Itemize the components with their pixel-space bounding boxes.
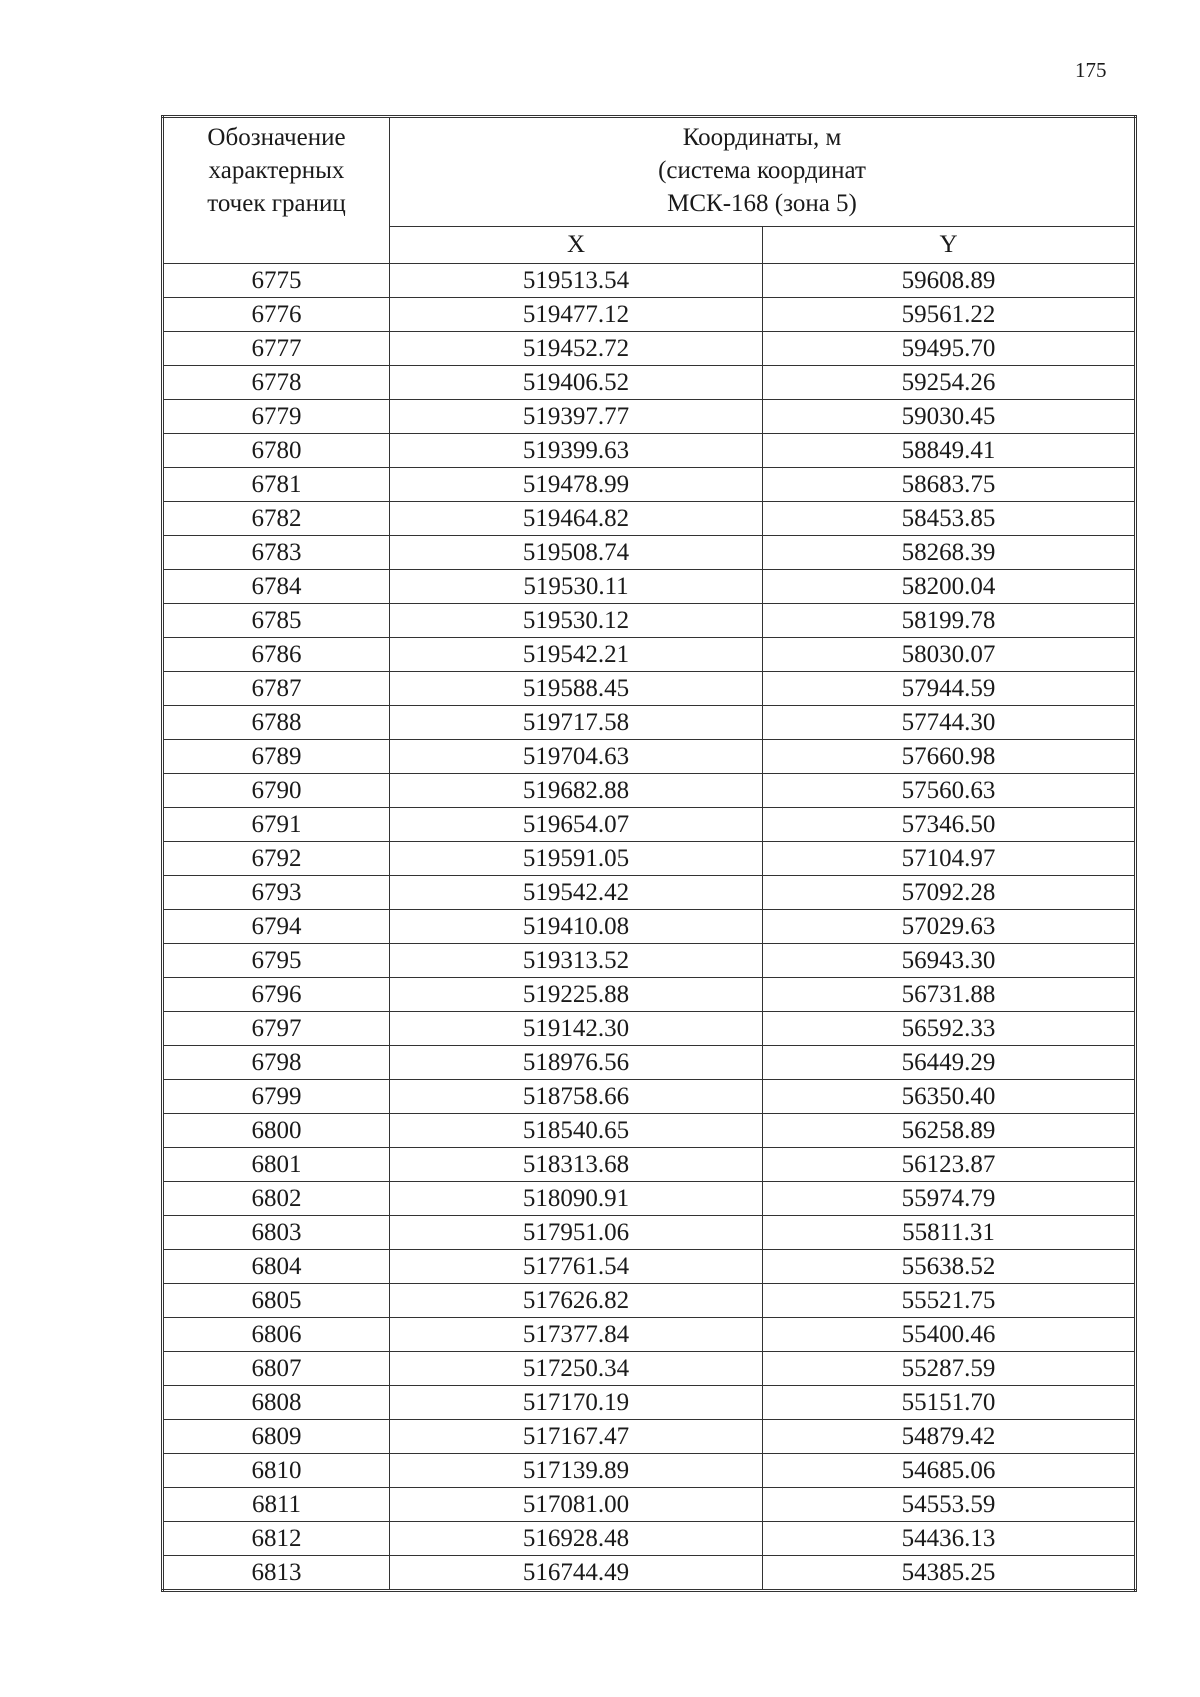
x-coordinate-cell: 517951.06 <box>390 1216 763 1250</box>
y-coordinate-cell: 56592.33 <box>763 1012 1136 1046</box>
point-id-cell: 6787 <box>163 672 390 706</box>
point-id-cell: 6792 <box>163 842 390 876</box>
table-header <box>163 117 1136 264</box>
x-coordinate-cell: 517761.54 <box>390 1250 763 1284</box>
table-row <box>163 638 1136 672</box>
page-number: 175 <box>1075 58 1107 82</box>
y-coordinate-cell: 58268.39 <box>763 536 1136 570</box>
point-id-cell: 6791 <box>163 808 390 842</box>
y-coordinate-cell: 58849.41 <box>763 434 1136 468</box>
point-id-cell: 6784 <box>163 570 390 604</box>
y-coordinate-cell: 59561.22 <box>763 298 1136 332</box>
y-coordinate-cell: 59030.45 <box>763 400 1136 434</box>
table-row <box>163 264 1136 298</box>
table-row <box>163 1182 1136 1216</box>
x-coordinate-cell: 519477.12 <box>390 298 763 332</box>
y-coordinate-cell: 58030.07 <box>763 638 1136 672</box>
y-coordinate-cell: 58453.85 <box>763 502 1136 536</box>
x-coordinate-cell: 519399.63 <box>390 434 763 468</box>
point-id-cell: 6777 <box>163 332 390 366</box>
y-coordinate-cell: 56123.87 <box>763 1148 1136 1182</box>
table-row <box>163 1216 1136 1250</box>
x-coordinate-cell: 517626.82 <box>390 1284 763 1318</box>
y-coordinate-cell: 55151.70 <box>763 1386 1136 1420</box>
x-coordinate-cell: 518758.66 <box>390 1080 763 1114</box>
y-coordinate-cell: 54879.42 <box>763 1420 1136 1454</box>
point-id-cell: 6790 <box>163 774 390 808</box>
header-point-designation <box>163 117 390 264</box>
header-point-line: Обозначение <box>207 124 346 151</box>
point-id-cell: 6779 <box>163 400 390 434</box>
y-coordinate-cell: 54685.06 <box>763 1454 1136 1488</box>
table-row <box>163 536 1136 570</box>
point-id-cell: 6812 <box>163 1522 390 1556</box>
x-coordinate-cell: 519542.21 <box>390 638 763 672</box>
x-coordinate-cell: 519530.11 <box>390 570 763 604</box>
point-id-cell: 6786 <box>163 638 390 672</box>
y-coordinate-cell: 55811.31 <box>763 1216 1136 1250</box>
table-row <box>163 706 1136 740</box>
x-coordinate-cell: 517167.47 <box>390 1420 763 1454</box>
y-coordinate-cell: 57744.30 <box>763 706 1136 740</box>
coordinates-table <box>161 115 1137 1592</box>
table-row <box>163 570 1136 604</box>
table-row <box>163 1114 1136 1148</box>
x-coordinate-cell: 519452.72 <box>390 332 763 366</box>
x-coordinate-cell: 519313.52 <box>390 944 763 978</box>
header-point-line: точек границ <box>207 190 346 217</box>
table-row <box>163 1386 1136 1420</box>
y-coordinate-cell: 55521.75 <box>763 1284 1136 1318</box>
table-row <box>163 1488 1136 1522</box>
header-y: Y <box>763 227 1136 264</box>
x-coordinate-cell: 519591.05 <box>390 842 763 876</box>
y-coordinate-cell: 56350.40 <box>763 1080 1136 1114</box>
point-id-cell: 6803 <box>163 1216 390 1250</box>
table-row <box>163 604 1136 638</box>
point-id-cell: 6776 <box>163 298 390 332</box>
point-id-cell: 6783 <box>163 536 390 570</box>
x-coordinate-cell: 519464.82 <box>390 502 763 536</box>
point-id-cell: 6805 <box>163 1284 390 1318</box>
y-coordinate-cell: 57944.59 <box>763 672 1136 706</box>
table-row <box>163 740 1136 774</box>
point-id-cell: 6796 <box>163 978 390 1012</box>
table-row <box>163 1318 1136 1352</box>
table-row <box>163 910 1136 944</box>
point-id-cell: 6800 <box>163 1114 390 1148</box>
table-row <box>163 876 1136 910</box>
point-id-cell: 6793 <box>163 876 390 910</box>
y-coordinate-cell: 55974.79 <box>763 1182 1136 1216</box>
x-coordinate-cell: 519397.77 <box>390 400 763 434</box>
y-coordinate-cell: 56449.29 <box>763 1046 1136 1080</box>
header-x: X <box>390 227 763 264</box>
x-coordinate-cell: 518313.68 <box>390 1148 763 1182</box>
x-coordinate-cell: 519530.12 <box>390 604 763 638</box>
point-id-cell: 6782 <box>163 502 390 536</box>
y-coordinate-cell: 55287.59 <box>763 1352 1136 1386</box>
point-id-cell: 6789 <box>163 740 390 774</box>
table-row <box>163 808 1136 842</box>
y-coordinate-cell: 55638.52 <box>763 1250 1136 1284</box>
table-row <box>163 1046 1136 1080</box>
x-coordinate-cell: 519478.99 <box>390 468 763 502</box>
table-row <box>163 502 1136 536</box>
header-coords-line: Координаты, м <box>682 124 842 151</box>
table-row <box>163 332 1136 366</box>
table-row <box>163 1080 1136 1114</box>
table-row <box>163 298 1136 332</box>
y-coordinate-cell: 59608.89 <box>763 264 1136 298</box>
table-body <box>163 264 1136 1591</box>
y-coordinate-cell: 59254.26 <box>763 366 1136 400</box>
x-coordinate-cell: 519508.74 <box>390 536 763 570</box>
table-row <box>163 1148 1136 1182</box>
table-row <box>163 1250 1136 1284</box>
table-row <box>163 1522 1136 1556</box>
y-coordinate-cell: 57346.50 <box>763 808 1136 842</box>
y-coordinate-cell: 54436.13 <box>763 1522 1136 1556</box>
point-id-cell: 6809 <box>163 1420 390 1454</box>
y-coordinate-cell: 58199.78 <box>763 604 1136 638</box>
table-row <box>163 1352 1136 1386</box>
point-id-cell: 6802 <box>163 1182 390 1216</box>
y-coordinate-cell: 57660.98 <box>763 740 1136 774</box>
x-coordinate-cell: 519682.88 <box>390 774 763 808</box>
header-coords-line: (система координат <box>658 157 866 184</box>
y-coordinate-cell: 56731.88 <box>763 978 1136 1012</box>
header-coords-line: МСК-168 (зона 5) <box>667 190 857 217</box>
point-id-cell: 6778 <box>163 366 390 400</box>
y-coordinate-cell: 57560.63 <box>763 774 1136 808</box>
point-id-cell: 6794 <box>163 910 390 944</box>
point-id-cell: 6781 <box>163 468 390 502</box>
table-row <box>163 1012 1136 1046</box>
x-coordinate-cell: 517377.84 <box>390 1318 763 1352</box>
y-coordinate-cell: 56943.30 <box>763 944 1136 978</box>
table-row <box>163 944 1136 978</box>
x-coordinate-cell: 519225.88 <box>390 978 763 1012</box>
table-row <box>163 468 1136 502</box>
table-row <box>163 400 1136 434</box>
y-coordinate-cell: 54385.25 <box>763 1556 1136 1591</box>
x-coordinate-cell: 519513.54 <box>390 264 763 298</box>
y-coordinate-cell: 58200.04 <box>763 570 1136 604</box>
y-coordinate-cell: 57029.63 <box>763 910 1136 944</box>
table-row <box>163 842 1136 876</box>
y-coordinate-cell: 58683.75 <box>763 468 1136 502</box>
x-coordinate-cell: 516928.48 <box>390 1522 763 1556</box>
y-coordinate-cell: 56258.89 <box>763 1114 1136 1148</box>
x-coordinate-cell: 519717.58 <box>390 706 763 740</box>
y-coordinate-cell: 57092.28 <box>763 876 1136 910</box>
x-coordinate-cell: 518090.91 <box>390 1182 763 1216</box>
table-row <box>163 366 1136 400</box>
y-coordinate-cell: 54553.59 <box>763 1488 1136 1522</box>
point-id-cell: 6811 <box>163 1488 390 1522</box>
header-coordinates <box>390 117 1136 227</box>
x-coordinate-cell: 517170.19 <box>390 1386 763 1420</box>
y-coordinate-cell: 57104.97 <box>763 842 1136 876</box>
point-id-cell: 6810 <box>163 1454 390 1488</box>
x-coordinate-cell: 519654.07 <box>390 808 763 842</box>
point-id-cell: 6806 <box>163 1318 390 1352</box>
point-id-cell: 6788 <box>163 706 390 740</box>
x-coordinate-cell: 519588.45 <box>390 672 763 706</box>
x-coordinate-cell: 519142.30 <box>390 1012 763 1046</box>
point-id-cell: 6804 <box>163 1250 390 1284</box>
table-row <box>163 672 1136 706</box>
point-id-cell: 6813 <box>163 1556 390 1591</box>
x-coordinate-cell: 519704.63 <box>390 740 763 774</box>
point-id-cell: 6775 <box>163 264 390 298</box>
x-coordinate-cell: 517250.34 <box>390 1352 763 1386</box>
x-coordinate-cell: 518540.65 <box>390 1114 763 1148</box>
x-coordinate-cell: 519410.08 <box>390 910 763 944</box>
point-id-cell: 6798 <box>163 1046 390 1080</box>
x-coordinate-cell: 517081.00 <box>390 1488 763 1522</box>
y-coordinate-cell: 55400.46 <box>763 1318 1136 1352</box>
point-id-cell: 6780 <box>163 434 390 468</box>
y-coordinate-cell: 59495.70 <box>763 332 1136 366</box>
x-coordinate-cell: 519542.42 <box>390 876 763 910</box>
table-row <box>163 1420 1136 1454</box>
table-row <box>163 1284 1136 1318</box>
header-point-line: характерных <box>208 157 345 184</box>
point-id-cell: 6808 <box>163 1386 390 1420</box>
x-coordinate-cell: 517139.89 <box>390 1454 763 1488</box>
point-id-cell: 6795 <box>163 944 390 978</box>
table-row <box>163 1556 1136 1591</box>
table-row <box>163 1454 1136 1488</box>
x-coordinate-cell: 518976.56 <box>390 1046 763 1080</box>
table-row <box>163 978 1136 1012</box>
point-id-cell: 6785 <box>163 604 390 638</box>
x-coordinate-cell: 519406.52 <box>390 366 763 400</box>
point-id-cell: 6807 <box>163 1352 390 1386</box>
x-coordinate-cell: 516744.49 <box>390 1556 763 1591</box>
point-id-cell: 6801 <box>163 1148 390 1182</box>
point-id-cell: 6797 <box>163 1012 390 1046</box>
table-row <box>163 774 1136 808</box>
point-id-cell: 6799 <box>163 1080 390 1114</box>
table-row <box>163 434 1136 468</box>
